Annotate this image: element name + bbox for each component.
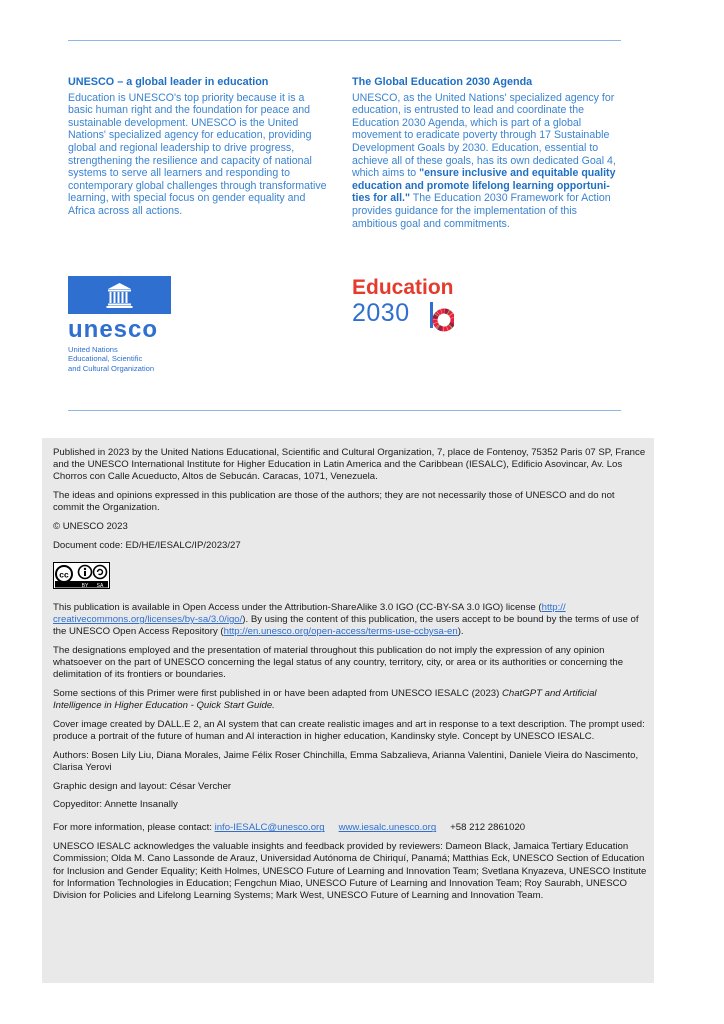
graphic-design-credit: Graphic design and layout: César Vercher (53, 780, 232, 792)
open-access-terms-link[interactable]: http://en.unesco.org/open-access/terms-use-ccbysa-en (223, 626, 458, 638)
cc-license-link[interactable]: http:// creativecommons.org/licenses/by-sa/3.0/igo/ (53, 601, 566, 625)
authors: Authors: Bosen Lily Liu, Diana Morales, Jaime Félix Roser Chinchilla, Emma Sabzalieva, Arianna Valentini, Daniele Vieira do Nascimento, Clarisa Yerovi (53, 749, 639, 773)
bottom-divider (68, 410, 621, 411)
published-info: Published in 2023 by the United Nations Educational, Scientific and Cultural Organization, 7, place de Fontenoy, 75352 Paris 07 SP, France and the UNESCO International Institute for Higher Education in Latin America and the Caribbean (IESALC), Edificio Asovincar, Av. Los Chorros con Calle Acueducto, Altos de Sebucán. Caracas, 1071, Venezuela. (53, 447, 646, 483)
cc-by-sa-license-icon (53, 562, 110, 589)
cc-by-label: BY (81, 583, 89, 590)
license-text-3: ). (457, 626, 464, 638)
agenda-body-start: UNESCO, as the United Nations' specialized agency for education, is entrusted to lead and coordinate the Education 2030 Agenda, which is part of a global movement to eradicate poverty through 17 Sustainable Development Goals by 2030. Education, essential to achieve all of these goals, has its own dedicated Goal 4, which aims to (352, 91, 616, 180)
sections-text: Some sections of this Primer were first published in or have been adapted from UNESCO IESALC (2023) (53, 687, 502, 699)
education-2030-logo (352, 276, 482, 326)
colophon-text (53, 447, 647, 909)
unesco-leader-block (68, 76, 330, 218)
sections-notice (53, 688, 647, 712)
cc-sa-label: SA (96, 583, 104, 590)
document-code: Document code: ED/HE/IESALC/IP/2023/27 (53, 539, 241, 551)
unesco-subtitle-line: Educational, Scientific (68, 354, 143, 364)
unesco-leader-heading: UNESCO – a global leader in education (68, 76, 269, 88)
unesco-temple-emblem (68, 276, 171, 314)
unesco-leader-body: Education is UNESCO's top priority because it is a basic human right and the foundation for peace and sustainable development. UNESCO is the United Nations' specialized agency for education, providing global and regional leadership to drive progress, strengthening the resilience and capacity of national systems to serve all learners and responding to contemporary global challenges through transformative learning, with special focus on gender equality and Africa across all actions. (68, 91, 327, 217)
contact-info (53, 822, 647, 834)
education-logo-year: 2030 (352, 299, 410, 327)
education-agenda-heading: The Global Education 2030 Agenda (352, 76, 533, 88)
temple-icon (68, 276, 171, 314)
unesco-logo (68, 276, 178, 373)
education-logo-title: Education (352, 276, 454, 299)
unesco-wordmark: unesco (68, 316, 159, 343)
svg-text:cc: cc (59, 569, 69, 580)
designations-notice: The designations employed and the presentation of material throughout this publication do not imply the expression of any opinion whatsoever on the part of UNESCO concerning the legal status of any country, territory, city, or area or its authorities or concerning the delimitation of its frontiers or boundaries. (53, 644, 624, 681)
copyeditor-credit: Copyeditor: Annette Insanally (53, 799, 178, 811)
license-text-1: This publication is available in Open Access under the Attribution-ShareAlike 3.0 IGO (CC-BY-SA 3.0 IGO) license ( (53, 601, 542, 613)
unesco-subtitle-line: United Nations (68, 345, 118, 354)
education-agenda-block (352, 76, 622, 230)
agenda-body-quote: "ensure inclusive and equitable quality education and promote lifelong learning opportuni-ties for all." (352, 167, 616, 205)
colophon-panel (42, 438, 654, 983)
agenda-body-end: The Education 2030 Framework for Action provides guidance for the implementation of this ambitious goal and commitments. (352, 192, 611, 230)
cover-credit: Cover image created by DALL.E 2, an AI system that can create realistic images and art in response to a text description. The prompt used: produce a portrait of the future of human and AI interaction in higher education, Kandinsky style. Concept by UNESCO IESALC. (53, 718, 645, 742)
disclaimer: The ideas and opinions expressed in this publication are those of the authors; they are not necessarily those of UNESCO and do not commit the Organization. (53, 490, 615, 514)
acknowledgements: UNESCO IESALC acknowledges the valuable insights and feedback provided by reviewers: Dameon Black, Jamaica Tertiary Education Commission; Olda M. Cano Lassonde de Arauz, Universidad Autónoma de Chiriquí, Panamá; Matthias Eck, UNESCO Section of Education for Inclusion and Gender Equality; Keith Holmes, UNESCO Future of Learning and Innovation Team; Svetlana Knyazeva, UNESCO Institute for Information Technologies in Education; Fengchun Miao, UNESCO Future of Learning and Innovation Team; Roy Saurabh, UNESCO Division for Policies and Lifelong Learning Systems; Mark West, UNESCO Future of Learning and Innovation Team. (53, 841, 647, 901)
unesco-subtitle (68, 345, 178, 373)
education-agenda-body (352, 92, 622, 231)
sdg-wheel-icon (430, 294, 454, 334)
contact-email-link[interactable]: info-IESALC@unesco.org (214, 822, 325, 834)
copyright: © UNESCO 2023 (53, 521, 128, 533)
contact-phone: +58 212 2861020 (450, 822, 526, 834)
license-text-2: ). By using the content of this publication, the users accept to be bound by the terms of use of the UNESCO Open Access Repository ( (53, 613, 639, 638)
sections-source-title: ChatGPT and Artificial Intelligence in Higher Education - Quick Start Guide. (53, 687, 597, 712)
contact-label: For more information, please contact: (53, 822, 215, 834)
website-link[interactable]: www.iesalc.unesco.org (338, 822, 437, 834)
unesco-subtitle-line: and Cultural Organization (68, 363, 155, 373)
top-divider (68, 40, 621, 41)
license-statement (53, 602, 647, 639)
